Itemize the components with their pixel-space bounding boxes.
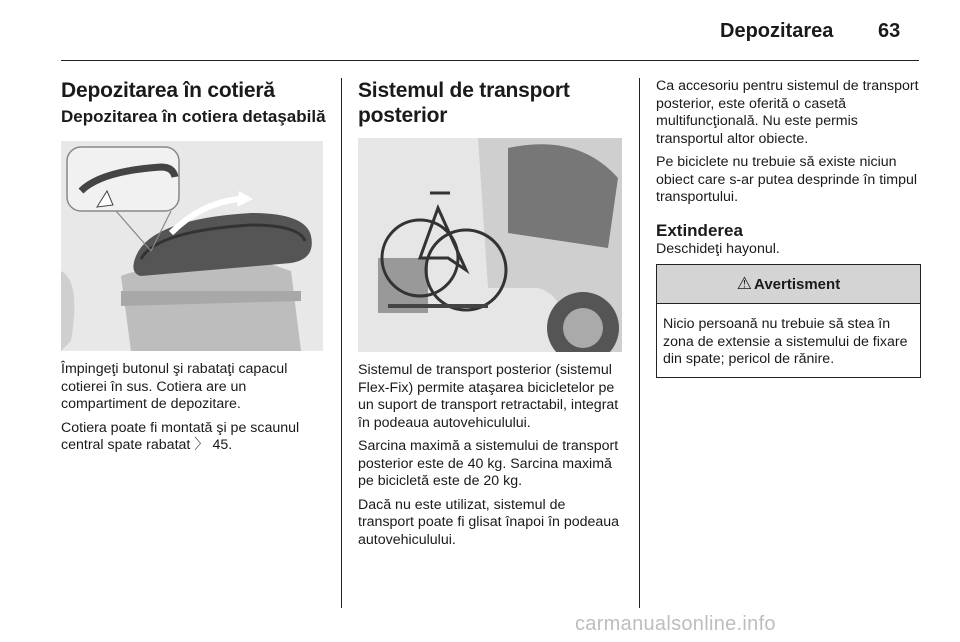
column-rear-carrier xyxy=(358,78,624,555)
warning-title: Avertisment xyxy=(754,275,841,293)
page-number: 63 xyxy=(878,20,901,42)
warning-box xyxy=(656,264,921,378)
page-ref-number[interactable]: 45. xyxy=(212,437,233,453)
watermark: carmanualsonline.info xyxy=(575,613,776,635)
warning-text: Nicio persoană nu trebuie să stea în zona de extensie a sistemului de fixare din spate; pericol de rănire. xyxy=(663,316,908,367)
warning-header xyxy=(657,265,920,304)
paragraph: Sistemul de transport posterior (sistemul Flex-Fix) permite ataşarea bicicletelor pe un suport de transport retractabil, integrat în podeaua autovehiculului. xyxy=(358,362,619,431)
page-ref-arrow-icon: 〉 xyxy=(194,437,209,453)
bicycle-carrier-illustration xyxy=(358,138,622,352)
paragraph: Dacă nu este utilizat, sistemul de transport poate fi glisat înapoi în podeaua autovehiculului. xyxy=(358,496,620,548)
warning-triangle-icon: ⚠ xyxy=(736,274,753,293)
paragraph: Împingeţi butonul şi rabataţi capacul cotierei în sus. Cotiera are un compartiment de depozitare. xyxy=(61,361,288,412)
header-rule xyxy=(61,60,919,61)
paragraph-text: Cotiera poate fi montată şi pe scaunul central spate rabatat xyxy=(61,419,300,453)
running-header-title: Depozitarea xyxy=(720,20,834,42)
paragraph: Sarcina maximă a sistemului de transport posterior este de 40 kg. Sarcina maximă pe bicicletă este de 20 kg. xyxy=(358,438,619,489)
column-divider-2 xyxy=(639,78,640,608)
warning-body xyxy=(657,304,920,377)
subheading-extension: Extinderea xyxy=(656,220,743,240)
section-heading-rear-carrier: Sistemul de transport posterior xyxy=(358,79,570,127)
column-extension xyxy=(656,78,921,378)
paragraph: Pe biciclete nu trebuie să existe niciun obiect care s-ar putea desprinde în timpul transportului. xyxy=(656,154,918,205)
paragraph: Ca accesoriu pentru sistemul de transport posterior, este oferită o casetă multifuncţională. Nu este permis transportul altor obiecte. xyxy=(656,78,919,147)
paragraph-with-ref xyxy=(61,420,327,455)
column-divider-1 xyxy=(341,78,342,608)
column-armrest xyxy=(61,78,327,461)
armrest-illustration xyxy=(61,141,323,351)
intro-paragraph: Deschideţi hayonul. xyxy=(656,240,780,257)
section-heading-armrest: Depozitarea în cotieră xyxy=(61,79,275,102)
subheading-armrest-storage: Depozitarea în cotiera detaşabilă xyxy=(61,107,326,126)
